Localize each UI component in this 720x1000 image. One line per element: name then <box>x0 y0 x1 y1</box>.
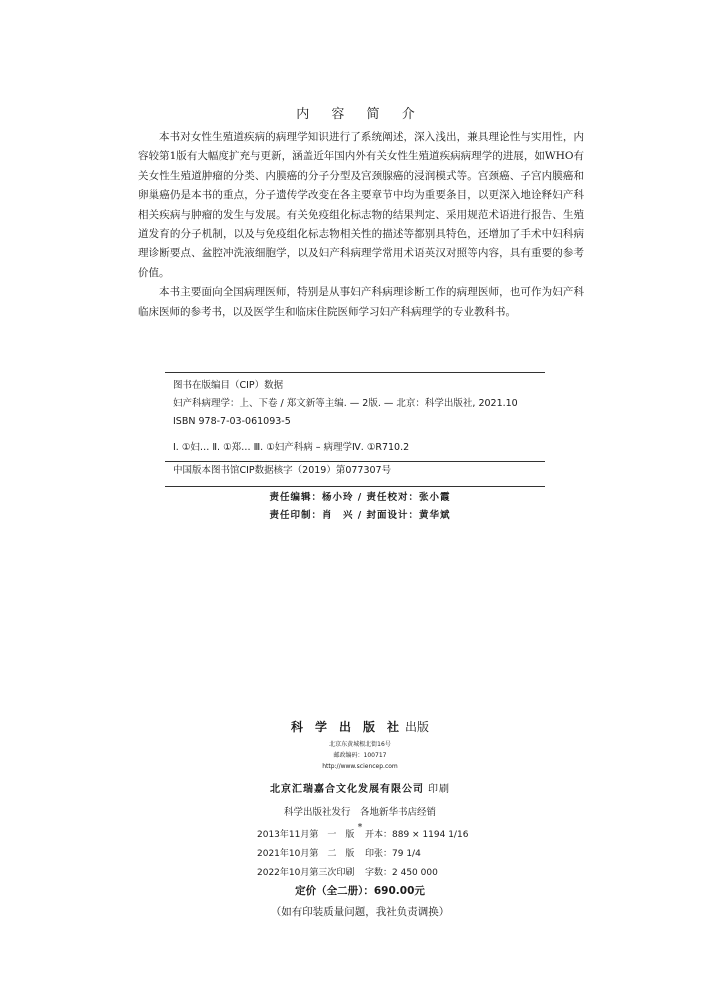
edition-spec: 印张：79 1/4 <box>365 849 421 859</box>
editorial-credits <box>0 489 720 525</box>
publisher-verb: 出版 <box>405 720 430 734</box>
content-summary <box>138 128 584 322</box>
publisher-line <box>0 718 720 735</box>
cip-classification: Ⅰ. ①妇… Ⅱ. ①郑… Ⅲ. ①妇产科病 – 病理学Ⅳ. ①R710.2 <box>173 442 410 453</box>
section-title: 内 容 简 介 <box>296 107 424 122</box>
cip-record-number: 中国版本图书馆CIP数据核字（2019）第077307号 <box>173 465 392 476</box>
publisher-address: 北京东黄城根北街16号 <box>329 741 391 748</box>
edition-spec: 字数：2 450 000 <box>365 868 438 878</box>
cip-isbn: ISBN 978-7-03-061093-5 <box>173 416 291 427</box>
cip-data-block <box>165 372 545 487</box>
summary-paragraph: 本书主要面向全国病理医师，特别是从事妇产科病理诊断工作的病理医师，也可作为妇产科临床医师的参考书，以及医学生和临床住院医师学习妇产科病理学的专业教科书。 <box>138 286 584 318</box>
printer-line <box>0 780 720 795</box>
printer-verb: 印刷 <box>428 784 450 795</box>
cip-title-line: 妇产科病理学：上、下卷 / 郑文新等主编. — 2版. — 北京：科学出版社, 2021.10 <box>173 398 518 409</box>
edition-date: 2013年11月第 一 版 <box>257 830 355 840</box>
separator-star: * <box>357 823 363 833</box>
edition-row <box>257 864 468 883</box>
publisher-postcode: 邮政编码：100717 <box>333 752 387 759</box>
cip-heading: 图书在版编目（CIP）数据 <box>173 380 284 391</box>
price: 定价（全二册）：690.00元 <box>295 885 425 897</box>
edition-spec: 开本：889 × 1194 1/16 <box>365 830 469 840</box>
edition-row <box>257 845 468 864</box>
edition-date: 2021年10月第 二 版 <box>257 849 355 859</box>
editor-credit-line: 责任编辑：杨小玲 / 责任校对：张小霞 <box>269 492 451 503</box>
edition-row <box>257 826 468 845</box>
publisher-info <box>0 718 720 834</box>
edition-info <box>257 826 468 883</box>
distribution-line: 科学出版社发行 各地新华书店经销 <box>283 807 436 818</box>
printer-name: 北京汇瑞嘉合文化发展有限公司 <box>270 784 424 795</box>
edition-date: 2022年10月第三次印刷 <box>257 868 355 878</box>
quality-notice: （如有印装质量问题，我社负责调换） <box>270 906 450 918</box>
publisher-website: http://www.sciencep.com <box>322 763 398 770</box>
print-credit-line: 责任印制：肖 兴 / 封面设计：黄华斌 <box>269 510 451 521</box>
publisher-name: 科学出版社 <box>290 720 411 734</box>
summary-paragraph: 本书对女性生殖道疾病的病理学知识进行了系统阐述，深入浅出，兼具理论性与实用性，内容较第1版有大幅度扩充与更新，涵盖近年国内外有关女性生殖道疾病病理学的进展，如WHO有关女性生殖道肿瘤的分类、内膜癌的分子分型及宫颈腺癌的浸润模式等。宫颈癌、子宫内膜癌和卵巢癌仍是本书的重点，分子遗传学改变在各主要章节中均为重要条目，以更深入地诠释妇产科相关疾病与肿瘤的发生与发展。有关免疫组化标志物的结果判定、采用规范术语进行报告、生殖道发育的分子机制，以及与免疫组化标志物相关性的描述等都别具特色，还增加了手术中妇科病理诊断要点、盆腔冲洗液细胞学，以及妇产科病理学常用术语英汉对照等内容，具有重要的参考价值。 <box>138 131 584 279</box>
